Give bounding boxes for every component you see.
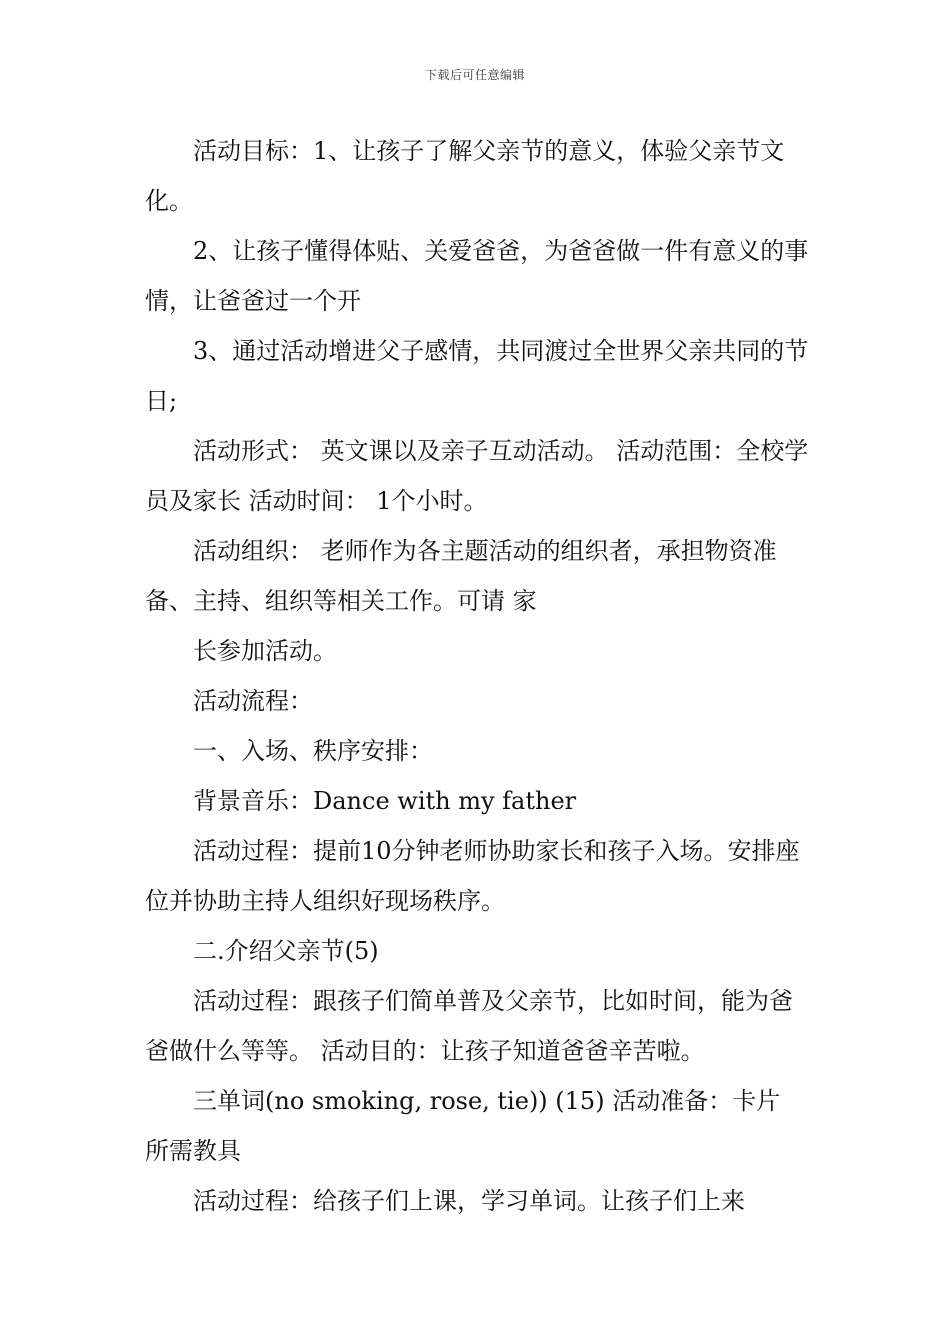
paragraph-activity-organization: 活动组织： 老师作为各主题活动的组织者，承担物资准备、主持、组织等相关工作。可请 家 <box>145 537 777 615</box>
paragraph-background-music: 背景音乐：Dance with my father <box>193 787 577 815</box>
paragraph-entrance-process: 活动过程：提前10分钟老师协助家长和孩子入场。安排座位并协助主持人组织好现场秩序。 <box>145 837 800 915</box>
paragraph-activity-goal: 活动目标：1、让孩子了解父亲节的意义，体验父亲节文化。 <box>145 137 785 215</box>
paragraph-goal-2: 2、让孩子懂得体贴、关爱爸爸，为爸爸做一件有意义的事情，让爸爸过一个开 <box>145 237 809 315</box>
paragraph-vocabulary-process: 活动过程：给孩子们上课，学习单词。让孩子们上来 <box>193 1187 745 1215</box>
paragraph-activity-form: 活动形式： 英文课以及亲子互动活动。 活动范围：全校学员及家长 活动时间： 1个小时。 <box>145 437 809 515</box>
paragraph-activity-flow: 活动流程： <box>193 687 313 715</box>
page-header: 下载后可任意编辑 <box>424 68 525 82</box>
section-vocabulary: 三单词(no smoking, rose, tie)) (15) 活动准备：卡片 所需教具 <box>145 1087 788 1165</box>
section-entrance: 一、入场、秩序安排： <box>193 737 433 765</box>
section-introduce-fathers-day: 二.介绍父亲节(5) <box>193 937 379 965</box>
document-body <box>145 126 810 1226</box>
paragraph-introduce-process: 活动过程：跟孩子们简单普及父亲节，比如时间，能为爸爸做什么等等。 活动目的：让孩子知道爸爸辛苦啦。 <box>145 987 793 1065</box>
paragraph-parents-join: 长参加活动。 <box>193 637 337 665</box>
paragraph-goal-3: 3、通过活动增进父子感情，共同渡过全世界父亲共同的节日; <box>145 337 809 415</box>
